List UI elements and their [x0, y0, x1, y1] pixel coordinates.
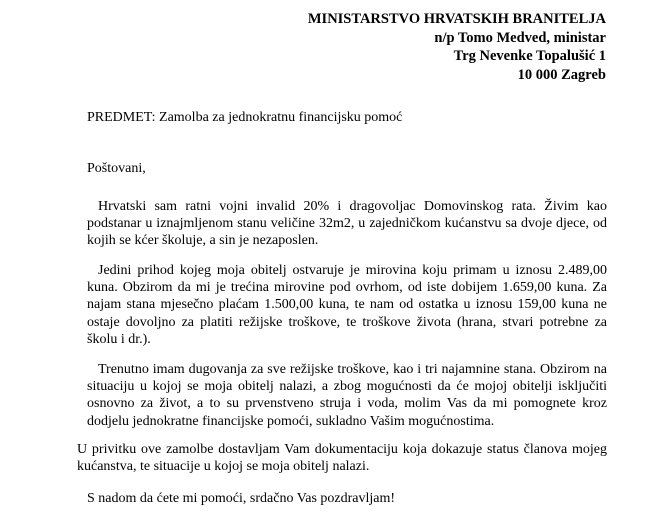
- recipient-address-block: [308, 10, 606, 84]
- recipient-street: Trg Nevenke Topalušić 1: [453, 48, 606, 64]
- greeting: Poštovani,: [87, 161, 146, 176]
- paragraph-income: Jedini prihod kojeg moja obitelj ostvaruje je mirovina koju primam u iznosu 2.489,00 kuna. Obzirom da mi je trećina mirovine pod ovrhom, od iste dobijem 1.659,00 kuna. Za najam stana mjesečno plaćam 1.500,00 kuna, te nam od ostatka u iznosu 159,00 kuna ne ostaje dovoljno za platiti režijske troškove, te troškove života (hrana, stvari potrebne za školu i dr.).: [87, 263, 607, 347]
- paragraph-attachment: U privitku ove zamolbe dostavljam Vam dokumentaciju koja dokazuje status članova mojeg kućanstva, te situacije u kojoj se moja obitelj nalazi.: [77, 442, 607, 475]
- paragraph-introduction: Hrvatski sam ratni vojni invalid 20% i dragovoljac Domovinskog rata. Živim kao podstanar u iznajmljenom stanu veličine 32m2, u zajedničkom kućanstvu sa dvoje djece, od kojih se kćer školuje, a sin je nezaposlen.: [87, 199, 607, 249]
- subject-line: PREDMET: Zamolba za jednokratnu financijsku pomoć: [87, 110, 403, 125]
- recipient-attention: n/p Tomo Medved, ministar: [434, 29, 606, 46]
- paragraph-debts-request: Trenutno imam dugovanja za sve režijske troškove, kao i tri najamnine stana. Obzirom na situaciju u kojoj se moja obitelj nalazi, a zbog mogućnosti da će mojoj obitelji isključiti osnovno za život, a to su prvenstveno struja i voda, molim Vas da mi pomognete kroz dodjelu jednokratne financijske pomoći, sukladno Vašim mogućnostima.: [87, 362, 607, 429]
- closing-line: S nadom da ćete mi pomoći, srdačno Vas pozdravljam!: [87, 491, 396, 506]
- recipient-city: 10 000 Zagreb: [517, 66, 606, 83]
- recipient-ministry: MINISTARSTVO HRVATSKIH BRANITELJA: [307, 11, 606, 27]
